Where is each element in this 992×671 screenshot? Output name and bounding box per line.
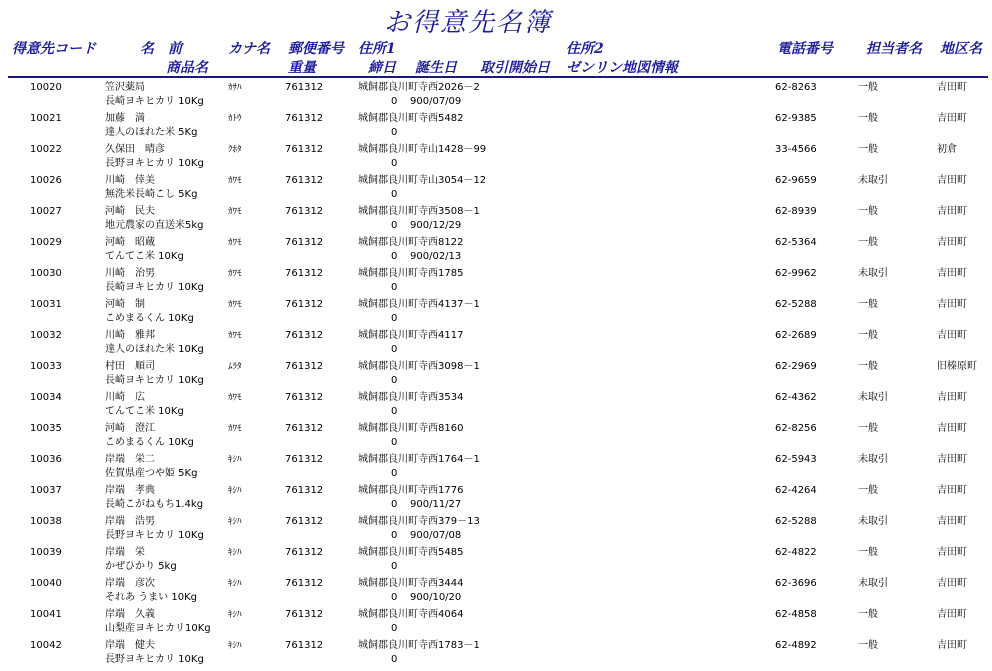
record-code: 10020: [30, 82, 62, 93]
record-name: 岸端 栄二: [105, 454, 155, 465]
record-code: 10037: [30, 485, 62, 496]
record-kana: ｷｼﾊ: [228, 455, 242, 465]
record-area: 旧榛原町: [937, 361, 977, 372]
record-name: 川崎 広: [105, 392, 145, 403]
record-close-day: 0: [391, 313, 398, 324]
header-divider: [8, 76, 988, 78]
record-kana: ｷｼﾊ: [228, 486, 242, 496]
record-tanto: 一般: [858, 237, 878, 248]
record-area: 吉田町: [937, 330, 967, 341]
record-product: こめまるくん 10Kg: [105, 313, 194, 324]
record-tel: 62-5288: [775, 299, 817, 310]
customer-record: [0, 575, 992, 606]
record-product: それあ うまい 10Kg: [105, 592, 197, 603]
record-zip: 761312: [285, 578, 324, 589]
customer-record: [0, 358, 992, 389]
header-tanto: 担当者名: [866, 41, 922, 57]
record-tel: 62-4892: [775, 640, 817, 651]
header-name: 名 前: [140, 41, 182, 57]
record-tanto: 一般: [858, 485, 878, 496]
record-code: 10032: [30, 330, 62, 341]
record-name: 川崎 雅邦: [105, 330, 155, 341]
record-tanto: 一般: [858, 113, 878, 124]
customer-record: [0, 203, 992, 234]
record-code: 10027: [30, 206, 62, 217]
record-area: 吉田町: [937, 206, 967, 217]
record-tel: 62-8256: [775, 423, 817, 434]
record-product: 長崎ヨキヒカリ 10Kg: [105, 375, 204, 386]
record-address: 城飼郡良川町寺西1764－1: [358, 454, 480, 465]
record-close-day: 0: [391, 468, 398, 479]
record-code: 10039: [30, 547, 62, 558]
record-zip: 761312: [285, 113, 324, 124]
customer-record: [0, 482, 992, 513]
customer-record: [0, 265, 992, 296]
record-code: 10021: [30, 113, 62, 124]
record-zip: 761312: [285, 609, 324, 620]
record-tanto: 一般: [858, 361, 878, 372]
record-product: 長崎ヨキヒカリ 10Kg: [105, 282, 204, 293]
record-close-day: 0: [391, 251, 398, 262]
record-name: 岸端 浩男: [105, 516, 155, 527]
record-area: 吉田町: [937, 423, 967, 434]
record-address: 城飼郡良川町寺西1785: [358, 268, 464, 279]
record-address: 城飼郡良川町寺西4117: [358, 330, 464, 341]
record-area: 吉田町: [937, 113, 967, 124]
record-kana: ｶﾜﾓ: [228, 331, 242, 341]
record-zip: 761312: [285, 392, 324, 403]
record-tanto: 未取引: [858, 454, 888, 465]
record-birthday: 900/12/29: [410, 220, 462, 231]
record-product: 長野ヨキヒカリ 10Kg: [105, 530, 204, 541]
record-kana: ｷｼﾊ: [228, 517, 242, 527]
record-tel: 62-8263: [775, 82, 817, 93]
record-name: 岸端 彦次: [105, 578, 155, 589]
record-zip: 761312: [285, 330, 324, 341]
record-area: 吉田町: [937, 578, 967, 589]
record-close-day: 0: [391, 437, 398, 448]
record-name: 河崎 昭蔵: [105, 237, 155, 248]
record-kana: ｶﾜﾓ: [228, 424, 242, 434]
record-kana: ｶﾜﾓ: [228, 269, 242, 279]
customer-record: [0, 296, 992, 327]
customer-record: [0, 420, 992, 451]
record-tanto: 未取引: [858, 578, 888, 589]
header-map-info: ゼンリン地図情報: [566, 60, 678, 76]
customer-record: [0, 389, 992, 420]
record-code: 10031: [30, 299, 62, 310]
record-area: 吉田町: [937, 299, 967, 310]
record-kana: ｶﾄｳ: [228, 114, 242, 124]
record-close-day: 0: [391, 530, 398, 541]
customer-record: [0, 544, 992, 575]
record-address: 城飼郡良川町寺西5485: [358, 547, 464, 558]
record-tel: 62-8939: [775, 206, 817, 217]
record-area: 吉田町: [937, 82, 967, 93]
record-code: 10041: [30, 609, 62, 620]
record-zip: 761312: [285, 175, 324, 186]
record-close-day: 0: [391, 375, 398, 386]
record-zip: 761312: [285, 547, 324, 558]
record-tel: 62-4362: [775, 392, 817, 403]
record-tanto: 一般: [858, 423, 878, 434]
record-address: 城飼郡良川町寺西8160: [358, 423, 464, 434]
record-close-day: 0: [391, 158, 398, 169]
header-area: 地区名: [940, 41, 982, 57]
record-name: 村田 順司: [105, 361, 155, 372]
record-code: 10030: [30, 268, 62, 279]
header-tel: 電話番号: [777, 41, 833, 57]
record-tanto: 未取引: [858, 516, 888, 527]
record-code: 10040: [30, 578, 62, 589]
record-area: 吉田町: [937, 175, 967, 186]
record-product: 達人のほれた米 5Kg: [105, 127, 198, 138]
record-close-day: 0: [391, 96, 398, 107]
record-tanto: 一般: [858, 640, 878, 651]
record-name: 岸端 孝典: [105, 485, 155, 496]
record-kana: ｷｼﾊ: [228, 579, 242, 589]
record-area: 吉田町: [937, 640, 967, 651]
record-close-day: 0: [391, 623, 398, 634]
record-address: 城飼郡良川町寺山3054－12: [358, 175, 487, 186]
record-tel: 62-9962: [775, 268, 817, 279]
record-tel: 62-9385: [775, 113, 817, 124]
record-area: 吉田町: [937, 516, 967, 527]
record-product: 達人のほれた米 10Kg: [105, 344, 204, 355]
record-zip: 761312: [285, 361, 324, 372]
record-close-day: 0: [391, 499, 398, 510]
record-birthday: 900/10/20: [410, 592, 462, 603]
record-code: 10029: [30, 237, 62, 248]
record-name: 笠沢薬局: [105, 82, 145, 93]
header-zip: 郵便番号: [288, 41, 344, 57]
record-product: こめまるくん 10Kg: [105, 437, 194, 448]
record-close-day: 0: [391, 189, 398, 200]
report-title: お得意先名簿: [383, 8, 552, 38]
record-close-day: 0: [391, 592, 398, 603]
record-tel: 62-9659: [775, 175, 817, 186]
record-kana: ｶﾜﾓ: [228, 176, 242, 186]
header-code: 得意先コード: [12, 41, 96, 57]
record-product: かぜひかり 5kg: [105, 561, 177, 572]
record-address: 城飼郡良川町寺西3444: [358, 578, 464, 589]
record-zip: 761312: [285, 268, 324, 279]
record-zip: 761312: [285, 516, 324, 527]
record-tel: 62-2969: [775, 361, 817, 372]
record-tel: 62-2689: [775, 330, 817, 341]
record-kana: ｶﾜﾓ: [228, 300, 242, 310]
record-close-day: 0: [391, 127, 398, 138]
record-address: 城飼郡良川町寺西3534: [358, 392, 464, 403]
record-tel: 33-4566: [775, 144, 817, 155]
record-close-day: 0: [391, 654, 398, 665]
record-tanto: 一般: [858, 206, 878, 217]
record-tel: 62-3696: [775, 578, 817, 589]
record-product: 地元農家の直送米5kg: [105, 220, 204, 231]
customer-list: [0, 79, 992, 668]
record-code: 10035: [30, 423, 62, 434]
record-name: 岸端 久義: [105, 609, 155, 620]
record-address: 城飼郡良川町寺山1428－99: [358, 144, 487, 155]
record-address: 城飼郡良川町寺西5482: [358, 113, 464, 124]
record-product: 無洗米長崎こし 5Kg: [105, 189, 198, 200]
record-product: 山梨産ヨキヒカリ10Kg: [105, 623, 211, 634]
record-kana: ﾑﾗﾀ: [228, 362, 242, 372]
record-tanto: 一般: [858, 609, 878, 620]
header-kana: カナ名: [228, 41, 270, 57]
record-tel: 62-5364: [775, 237, 817, 248]
header-product: 商品名: [166, 60, 208, 76]
record-product: 長崎こがねもち1.4kg: [105, 499, 204, 510]
record-tel: 62-4822: [775, 547, 817, 558]
customer-record: [0, 327, 992, 358]
record-zip: 761312: [285, 640, 324, 651]
record-code: 10038: [30, 516, 62, 527]
record-code: 10033: [30, 361, 62, 372]
record-tanto: 一般: [858, 547, 878, 558]
record-kana: ｶﾜﾓ: [228, 207, 242, 217]
record-tel: 62-4264: [775, 485, 817, 496]
record-code: 10022: [30, 144, 62, 155]
record-product: てんてこ米 10Kg: [105, 251, 184, 262]
customer-record: [0, 234, 992, 265]
record-address: 城飼郡良川町寺西4064: [358, 609, 464, 620]
record-product: 長崎ヨキヒカリ 10Kg: [105, 96, 204, 107]
record-product: てんてこ米 10Kg: [105, 406, 184, 417]
record-close-day: 0: [391, 220, 398, 231]
record-kana: ｷｼﾊ: [228, 610, 242, 620]
record-zip: 761312: [285, 82, 324, 93]
record-tanto: 一般: [858, 299, 878, 310]
record-tanto: 一般: [858, 144, 878, 155]
record-close-day: 0: [391, 561, 398, 572]
record-zip: 761312: [285, 206, 324, 217]
record-kana: ｷｼﾊ: [228, 641, 242, 651]
record-area: 吉田町: [937, 268, 967, 279]
record-kana: ｷｼﾊ: [228, 548, 242, 558]
header-weight: 重量: [288, 60, 316, 76]
record-zip: 761312: [285, 144, 324, 155]
record-address: 城飼郡良川町寺西8122: [358, 237, 464, 248]
record-address: 城飼郡良川町寺西1776: [358, 485, 464, 496]
record-area: 吉田町: [937, 485, 967, 496]
customer-record: [0, 637, 992, 668]
customer-record: [0, 513, 992, 544]
record-name: 河崎 澄江: [105, 423, 155, 434]
record-address: 城飼郡良川町寺西3508－1: [358, 206, 480, 217]
record-tanto: 一般: [858, 82, 878, 93]
record-address: 城飼郡良川町寺西3098－1: [358, 361, 480, 372]
record-name: 河崎 制: [105, 299, 145, 310]
record-name: 川崎 倖美: [105, 175, 155, 186]
record-area: 初倉: [937, 144, 957, 155]
customer-record: [0, 606, 992, 637]
record-kana: ｶﾜﾓ: [228, 238, 242, 248]
record-tel: 62-4858: [775, 609, 817, 620]
record-tel: 62-5943: [775, 454, 817, 465]
record-area: 吉田町: [937, 392, 967, 403]
record-zip: 761312: [285, 237, 324, 248]
customer-record: [0, 79, 992, 110]
customer-record: [0, 451, 992, 482]
record-birthday: 900/11/27: [410, 499, 462, 510]
record-name: 加藤 満: [105, 113, 145, 124]
customer-record: [0, 172, 992, 203]
record-tanto: 未取引: [858, 392, 888, 403]
record-tel: 62-5288: [775, 516, 817, 527]
record-address: 城飼郡良川町寺西1783－1: [358, 640, 480, 651]
record-zip: 761312: [285, 454, 324, 465]
record-area: 吉田町: [937, 454, 967, 465]
record-birthday: 900/07/09: [410, 96, 462, 107]
record-birthday: 900/02/13: [410, 251, 462, 262]
record-zip: 761312: [285, 299, 324, 310]
header-start-date: 取引開始日: [480, 60, 550, 76]
record-tanto: 未取引: [858, 175, 888, 186]
record-code: 10036: [30, 454, 62, 465]
header-birthday: 誕生日: [415, 60, 457, 76]
record-close-day: 0: [391, 406, 398, 417]
record-address: 城飼郡良川町寺西4137－1: [358, 299, 480, 310]
record-area: 吉田町: [937, 237, 967, 248]
record-code: 10034: [30, 392, 62, 403]
record-zip: 761312: [285, 423, 324, 434]
record-close-day: 0: [391, 282, 398, 293]
record-name: 川崎 治男: [105, 268, 155, 279]
customer-record: [0, 110, 992, 141]
record-tanto: 一般: [858, 330, 878, 341]
record-zip: 761312: [285, 485, 324, 496]
record-name: 岸端 栄: [105, 547, 145, 558]
header-address2: 住所2: [566, 41, 604, 57]
header-address1: 住所1: [358, 41, 396, 57]
record-name: 久保田 晴彦: [105, 144, 165, 155]
record-area: 吉田町: [937, 609, 967, 620]
record-code: 10042: [30, 640, 62, 651]
record-address: 城飼郡良川町寺西2026－2: [358, 82, 480, 93]
record-name: 岸端 健夫: [105, 640, 155, 651]
record-product: 長野ヨキヒカリ 10Kg: [105, 158, 204, 169]
record-product: 佐賀県産つや姫 5Kg: [105, 468, 198, 479]
record-product: 長野ヨキヒカリ 10Kg: [105, 654, 204, 665]
record-birthday: 900/07/08: [410, 530, 462, 541]
record-tanto: 未取引: [858, 268, 888, 279]
record-name: 河崎 民夫: [105, 206, 155, 217]
record-close-day: 0: [391, 344, 398, 355]
record-kana: ｶﾜﾓ: [228, 393, 242, 403]
record-area: 吉田町: [937, 547, 967, 558]
record-kana: ｸﾎﾀ: [228, 145, 242, 155]
record-code: 10026: [30, 175, 62, 186]
header-close-day: 締日: [368, 60, 396, 76]
record-address: 城飼郡良川町寺西379－13: [358, 516, 480, 527]
record-kana: ｶｻﾊ: [228, 83, 242, 93]
customer-record: [0, 141, 992, 172]
